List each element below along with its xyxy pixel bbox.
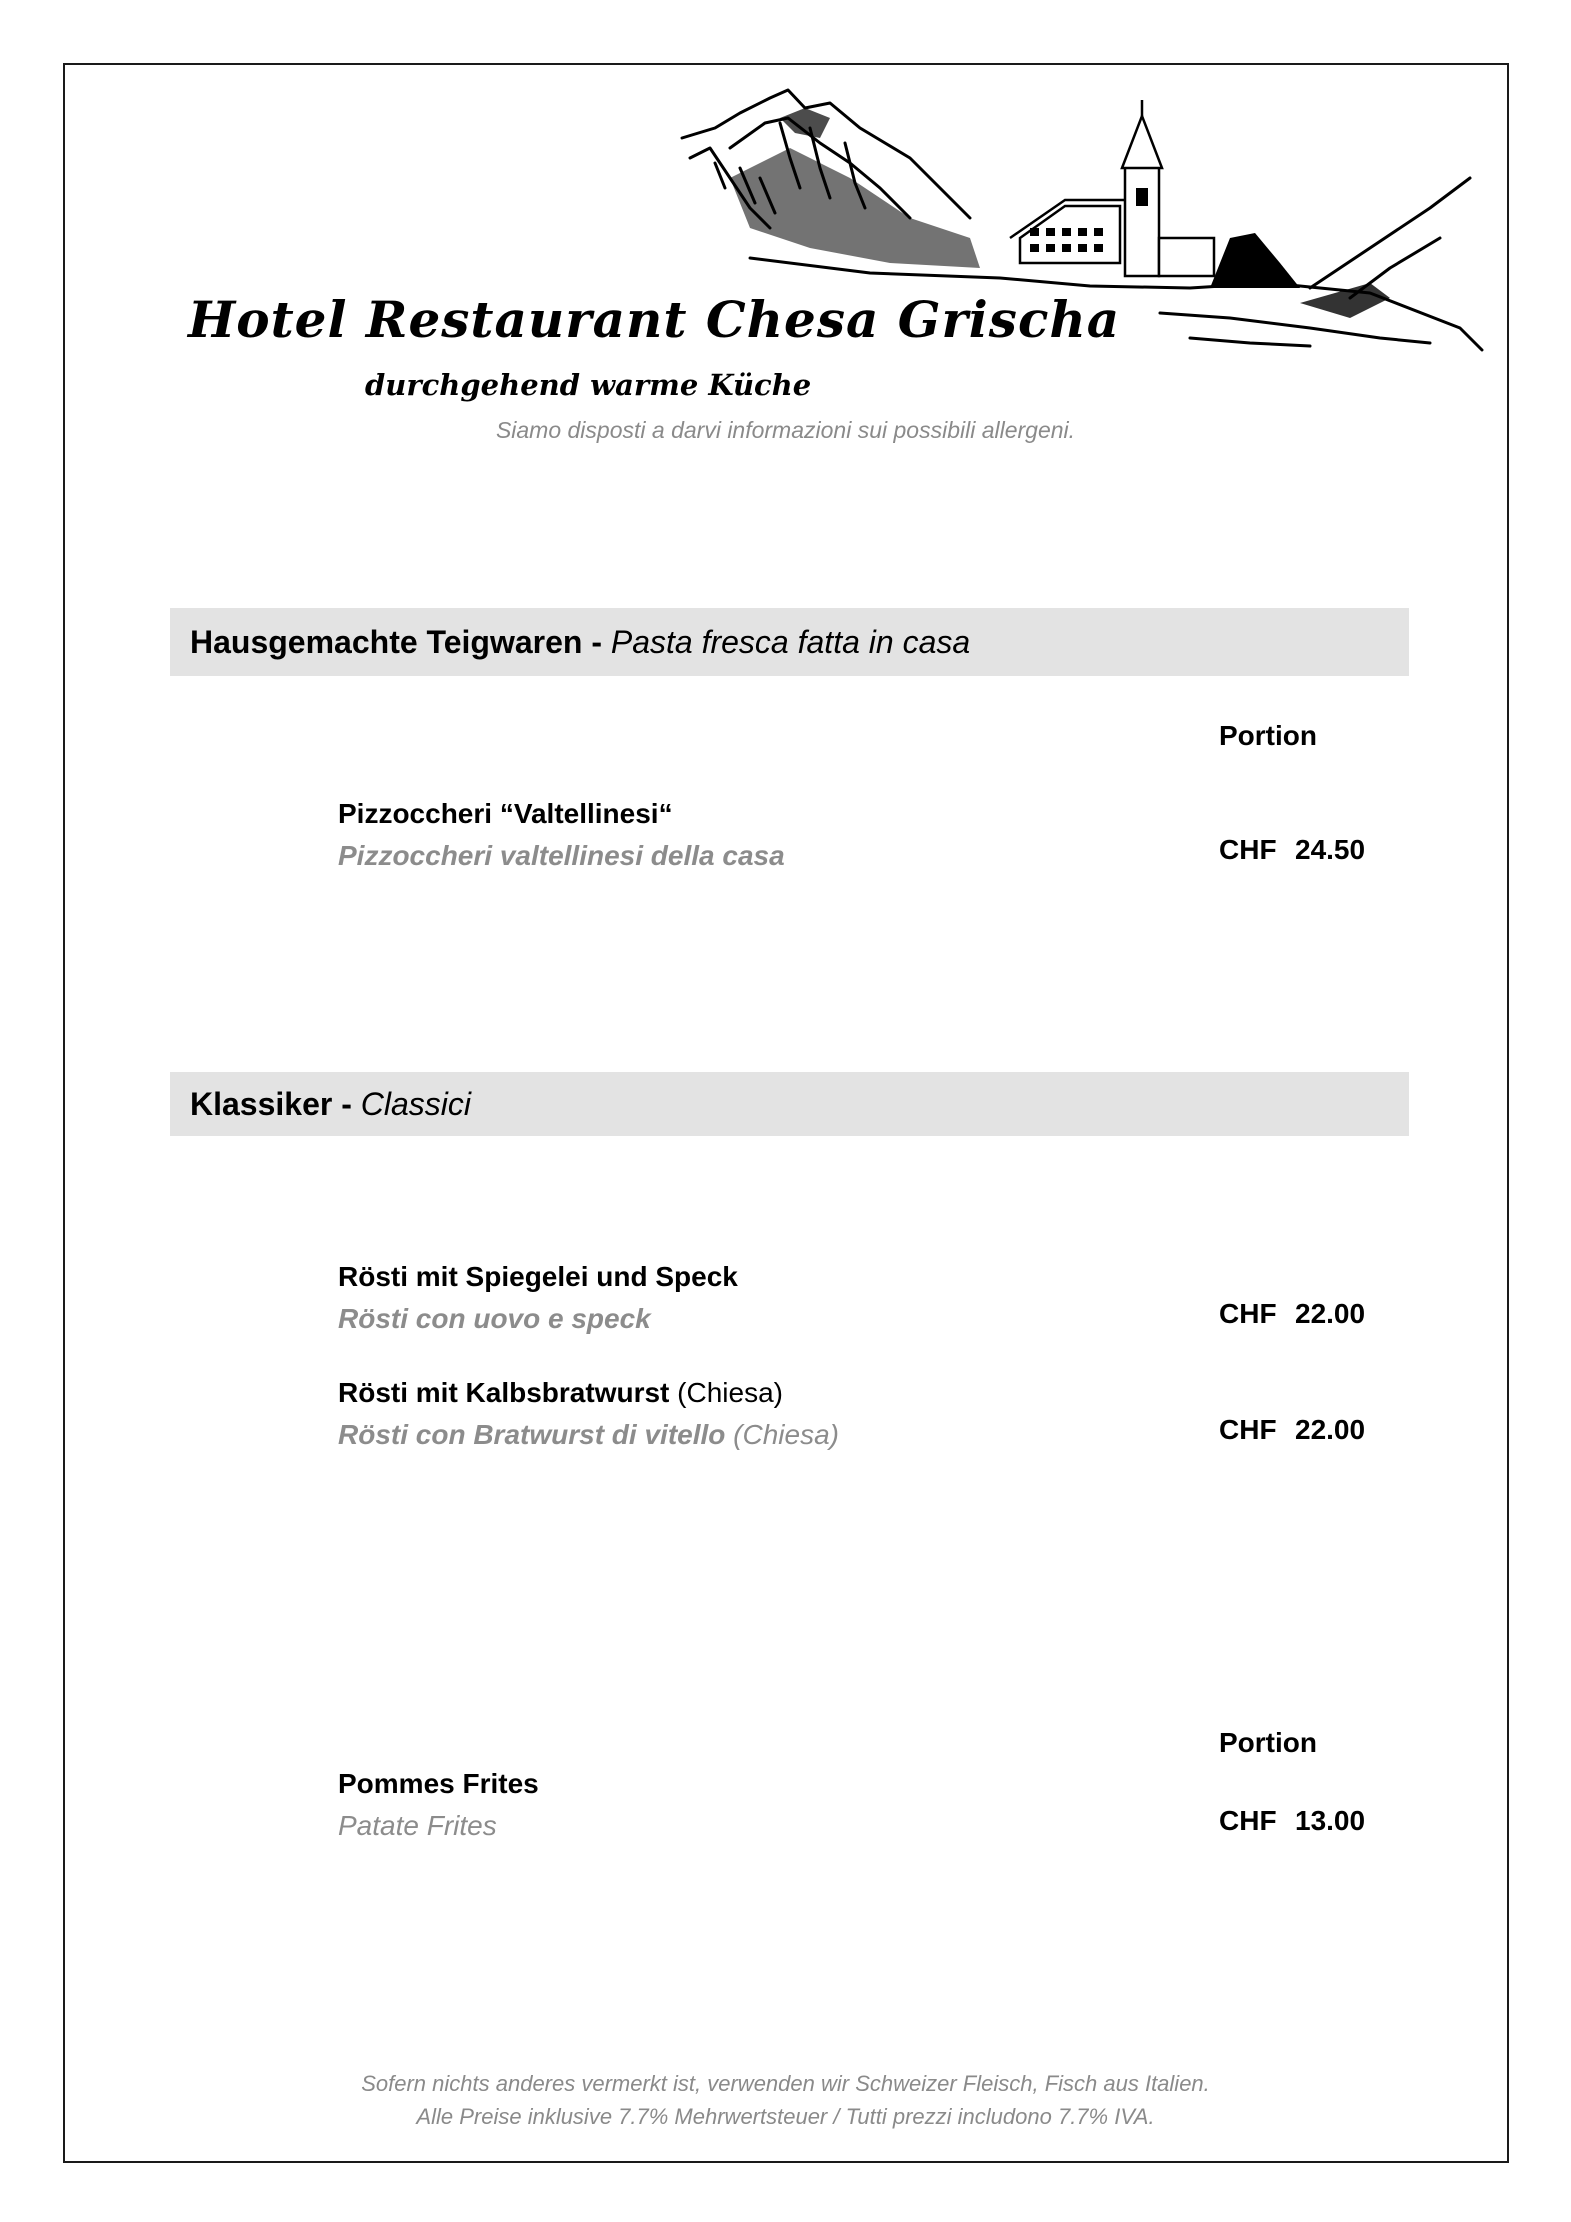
- item-price: [1219, 1414, 1365, 1446]
- section-title-it: Pasta fresca fatta in casa: [610, 624, 971, 660]
- item-price-value: 24.50: [1295, 834, 1366, 865]
- item-translation: Patate Frites: [338, 1810, 497, 1841]
- menu-item: [338, 793, 785, 877]
- allergen-note: Siamo disposti a darvi informazioni sui possibili allergeni.: [495, 417, 1076, 443]
- section-header-classics: [170, 1072, 1409, 1136]
- item-currency: CHF: [1219, 1805, 1277, 1836]
- item-translation: Rösti con uovo e speck: [338, 1303, 651, 1334]
- item-currency: CHF: [1219, 1414, 1277, 1445]
- footer-line-1: Sofern nichts anderes vermerkt ist, verwenden wir Schweizer Fleisch, Fisch aus Italien.: [361, 2071, 1210, 2096]
- item-name-note: (Chiesa): [669, 1377, 783, 1408]
- item-price: [1219, 1298, 1365, 1330]
- item-price-value: 22.00: [1295, 1298, 1366, 1329]
- item-price: [1219, 1805, 1365, 1837]
- menu-item: [338, 1763, 539, 1847]
- section-title-de: Klassiker -: [190, 1086, 361, 1122]
- item-name: Rösti mit Spiegelei und Speck: [338, 1261, 738, 1292]
- footer-line-2: Alle Preise inklusive 7.7% Mehrwertsteuer / Tutti prezzi includono 7.7% IVA.: [416, 2104, 1155, 2129]
- item-name: Pizzoccheri “Valtellinesi“: [338, 798, 673, 829]
- hotel-tagline: durchgehend warme Küche: [365, 368, 812, 402]
- section-title-it: Classici: [360, 1086, 471, 1122]
- item-translation-note: (Chiesa): [725, 1419, 839, 1450]
- menu-item: [338, 1372, 839, 1456]
- menu-item: [338, 1256, 738, 1340]
- item-price: [1219, 834, 1365, 866]
- footer-note: [0, 2067, 1571, 2133]
- item-translation: [338, 1414, 839, 1456]
- item-price-value: 13.00: [1295, 1805, 1366, 1836]
- hotel-name: Hotel Restaurant Chesa Grischa: [188, 290, 1121, 349]
- item-translation: Pizzoccheri valtellinesi della casa: [338, 840, 785, 871]
- item-translation-main: Rösti con Bratwurst di vitello: [338, 1419, 726, 1450]
- portion-label: Portion: [1219, 1727, 1317, 1758]
- item-name-main: Rösti mit Kalbsbratwurst: [338, 1377, 670, 1408]
- item-name: [338, 1372, 839, 1414]
- item-price-value: 22.00: [1295, 1414, 1366, 1445]
- item-name: Pommes Frites: [338, 1768, 539, 1799]
- portion-label: Portion: [1219, 720, 1317, 751]
- section-header-pasta: [170, 608, 1409, 676]
- item-currency: CHF: [1219, 834, 1277, 865]
- item-currency: CHF: [1219, 1298, 1277, 1329]
- section-title-de: Hausgemachte Teigwaren -: [190, 624, 611, 660]
